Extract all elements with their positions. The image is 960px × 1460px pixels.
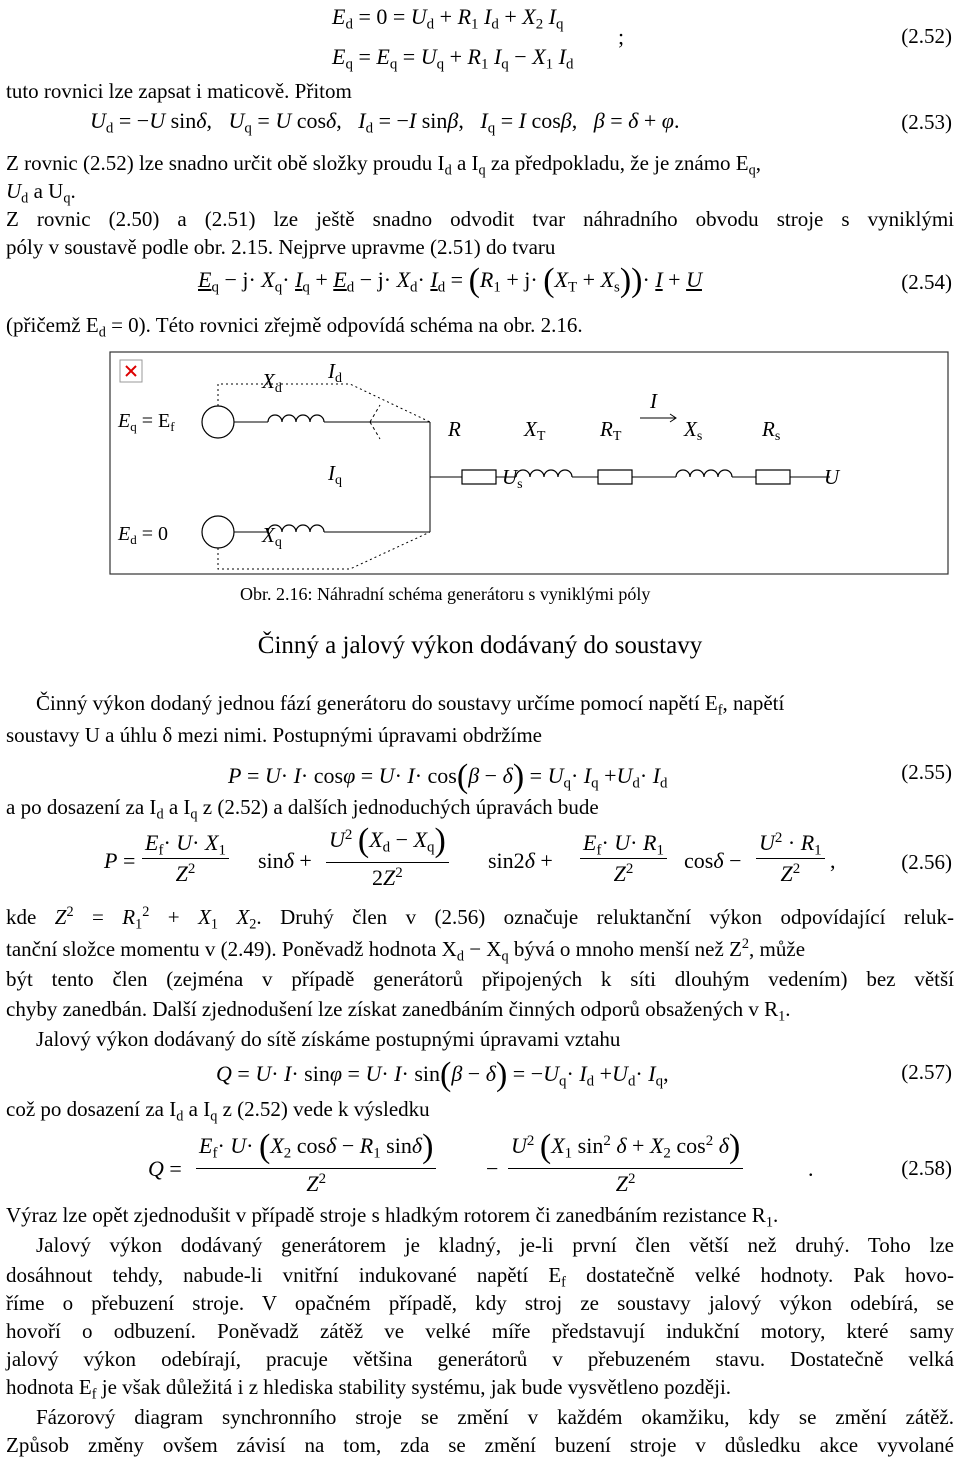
equation-2-52-semicolon: ; xyxy=(618,24,625,49)
figure-frame xyxy=(110,352,948,574)
label-rt: RT xyxy=(600,417,622,444)
inductor-xt xyxy=(516,470,572,477)
voltage-source-eq xyxy=(202,406,234,438)
text-line: Jalový výkon dodávaný generátorem je kladný, je-li první člen větší než druhý. Toho lze xyxy=(36,1233,954,1257)
text-line: tanční složce momentu v (2.49). Poněvadž hodnota $X_d - X_q$ bývá o mnoho menší než $Z^2$, může xyxy=(6,936,806,965)
label-i: I xyxy=(650,389,657,413)
text-line: jalový výkon odebírají, pracuje většina generátorů v přebuzeném stavu. Dostatečně velká xyxy=(6,1347,954,1371)
label-xt: XT xyxy=(524,417,546,444)
text-line: což po dosazení za $I_d$ a $I_q$ z (2.52) vede k výsledku xyxy=(6,1097,430,1125)
equation-number: (2.58) xyxy=(901,1156,952,1180)
equation-2-57: $Q = U\cdot I\cdot \sin\varphi = U\cdot I\cdot \sin(\beta - \delta) = -U_q\cdot I_d +U_d\cdot I_q$, xyxy=(216,1056,669,1093)
text-line: chyby zanedbán. Další zjednodušení lze získat zanedbáním činných odporů obsažených v $R_1$. xyxy=(6,997,791,1025)
equation-number: (2.53) xyxy=(901,110,952,134)
text-line: Z rovnic (2.50) a (2.51) lze ještě snadno odvodit tvar náhradního obvodu stroje s vyniklými xyxy=(6,207,954,231)
equation-number: (2.55) xyxy=(901,760,952,784)
text-line: Jalový výkon dodávaný do sítě získáme postupnými úpravami vztahu xyxy=(36,1027,621,1051)
fraction: $\frac{E_f\cdot U\cdot X_1}{Z^2}$ xyxy=(142,830,229,887)
label-u: U xyxy=(824,465,840,489)
voltage-source-ed xyxy=(202,516,234,548)
label-r: R xyxy=(448,417,461,441)
resistor-rs xyxy=(756,470,790,484)
equation-term: . xyxy=(808,1156,814,1181)
fraction: $\frac{E_f\cdot U\cdot R_1}{Z^2}$ xyxy=(580,830,667,887)
text-line: dosáhnout tehdy, nabude-li vnitřní indukované napětí $E_f$ dostatečně velké hodnoty. Pak hovo- xyxy=(6,1263,954,1291)
label-xs: Xs xyxy=(684,417,703,444)
label-id: Id xyxy=(328,359,342,386)
equation-term: − xyxy=(486,1156,499,1181)
equation-number: (2.56) xyxy=(901,850,952,874)
text-line: Výraz lze opět zjednodušit v případě stroje s hladkým rotorem či zanedbáním rezistance $R_1$. xyxy=(6,1203,779,1231)
equation-term: cosδ − xyxy=(684,848,742,873)
text-line: (přičemž $E_d = 0$). Této rovnici zřejmě odpovídá schéma na obr. 2.16. xyxy=(6,313,583,341)
equation-term: , xyxy=(830,848,836,873)
label-rs: Rs xyxy=(762,417,781,444)
text-line: soustavy U a úhlu δ mezi nimi. Postupnými úpravami obdržíme xyxy=(6,723,542,747)
text-line: Činný výkon dodaný jednou fází generátoru do soustavy určíme pomocí napětí $E_f$, napětí xyxy=(36,691,785,719)
label-eq: $E_q = E_f$ xyxy=(118,410,175,434)
text-line: tuto rovnici lze zapsat i maticově. Přitom xyxy=(6,79,352,103)
text-line: hovoří o odbuzení. Poněvadž zátěž ve velké míře představují indukční motory, které samy xyxy=(6,1319,954,1343)
equation-2-58-lhs: Q = xyxy=(148,1156,182,1181)
equation-number: (2.54) xyxy=(901,270,952,294)
text-line: říme o přebuzení stroje. V opačném případě, kdy stroj ze soustavy jalový výkon odebírá, se xyxy=(6,1291,954,1315)
inductor-xs xyxy=(676,470,732,477)
section-heading: Činný a jalový výkon dodávaný do soustavy xyxy=(257,632,703,659)
fraction: $\frac{U^2 \cdot R_1}{Z^2}$ xyxy=(756,830,825,887)
equation-number: (2.57) xyxy=(901,1060,952,1084)
text-line: být tento člen (zejména v případě generátorů připojených k síti dlouhým vedením) bez větší xyxy=(6,967,954,991)
circuit-diagram xyxy=(0,344,960,584)
equation-2-55: $P = U\cdot I\cdot \cos\varphi = U\cdot I\cdot \cos(\beta - \delta) = U_q\cdot I_q +U_d\cdot I_d$ xyxy=(228,758,668,795)
text-line: Fázorový diagram synchronního stroje se změní v každém okamžiku, kdy se změní zátěž. xyxy=(36,1405,954,1429)
label-xq: Xq xyxy=(262,523,282,550)
resistor-r xyxy=(462,470,496,484)
text-line: hodnota $E_f$ je však důležitá i z hlediska stability systému, jak bude vysvětleno později. xyxy=(6,1375,732,1403)
current-arrow-i xyxy=(640,414,676,422)
inductor-xd xyxy=(268,415,324,422)
equation-term: sin2δ + xyxy=(488,848,553,873)
equation-2-56-lhs: P = xyxy=(104,848,136,873)
equation-2-52-line2: $E_q = E_q = U_q + R_1$ $I_q - X_1$ $I_d$ xyxy=(332,44,574,73)
figure-caption: Obr. 2.16: Náhradní schéma generátoru s vyniklými póly xyxy=(240,584,651,604)
text-line: póly v soustavě podle obr. 2.15. Nejprve upravme (2.51) do tvaru xyxy=(6,235,556,259)
fraction: $\frac{E_f\cdot U\cdot (X_2 \cos\delta - R_1 \sin\delta)}{Z^2}$ xyxy=(196,1128,436,1197)
label-iq: Iq xyxy=(328,461,342,488)
broken-image-icon xyxy=(120,360,142,382)
fraction: $\frac{U^2 (X_d - X_q)}{2Z^2}$ xyxy=(326,822,449,891)
label-xd: Xd xyxy=(262,369,282,396)
text-line: kde $Z^2 = R_1^2 + X_1$ $X_2$. Druhý člen v (2.56) označuje reluktanční výkon odpovídající reluk- xyxy=(6,904,955,933)
text-line: Z rovnic (2.52) lze snadno určit obě složky proudu $I_d$ a $I_q$ za předpokladu, že je známo $E_q$, xyxy=(6,151,762,179)
equation-number: (2.52) xyxy=(901,24,952,48)
resistor-rt xyxy=(598,470,632,484)
equation-term: sinδ + xyxy=(258,848,312,873)
equation-2-54: $E_q - j\cdot X_q\cdot I_q + E_d - j\cdot X_d\cdot I_d = (R_1 + j\cdot (X_T + X_s))\cdot I + U$ xyxy=(198,262,702,299)
fraction: $\frac{U^2 (X_1 \sin^2 \delta + X_2 \cos^2 \delta)}{Z^2}$ xyxy=(508,1128,743,1197)
inductor-xq xyxy=(268,525,324,532)
text-line: $U_d$ a $U_q$. xyxy=(6,179,76,207)
text-line: a po dosazení za $I_d$ a $I_q$ z (2.52) a dalších jednoduchých úpravách bude xyxy=(6,795,599,823)
equation-2-53: $U_d = -U$ sinδ, $U_q = U$ cosδ, $I_d = -I$ sinβ, $I_q = I$ cosβ, β = δ + φ. xyxy=(90,108,680,137)
equation-2-52-line1: $E_d = 0 = U_d + R_1$ $I_d + X_2$ $I_q$ xyxy=(332,4,564,33)
label-ed: $E_d = 0$ xyxy=(118,523,168,547)
label-us: Us xyxy=(502,465,523,492)
text-line: Způsob změny ovšem závisí na tom, zda se změní buzení stroje v důsledku akce vyvolané xyxy=(6,1433,954,1457)
